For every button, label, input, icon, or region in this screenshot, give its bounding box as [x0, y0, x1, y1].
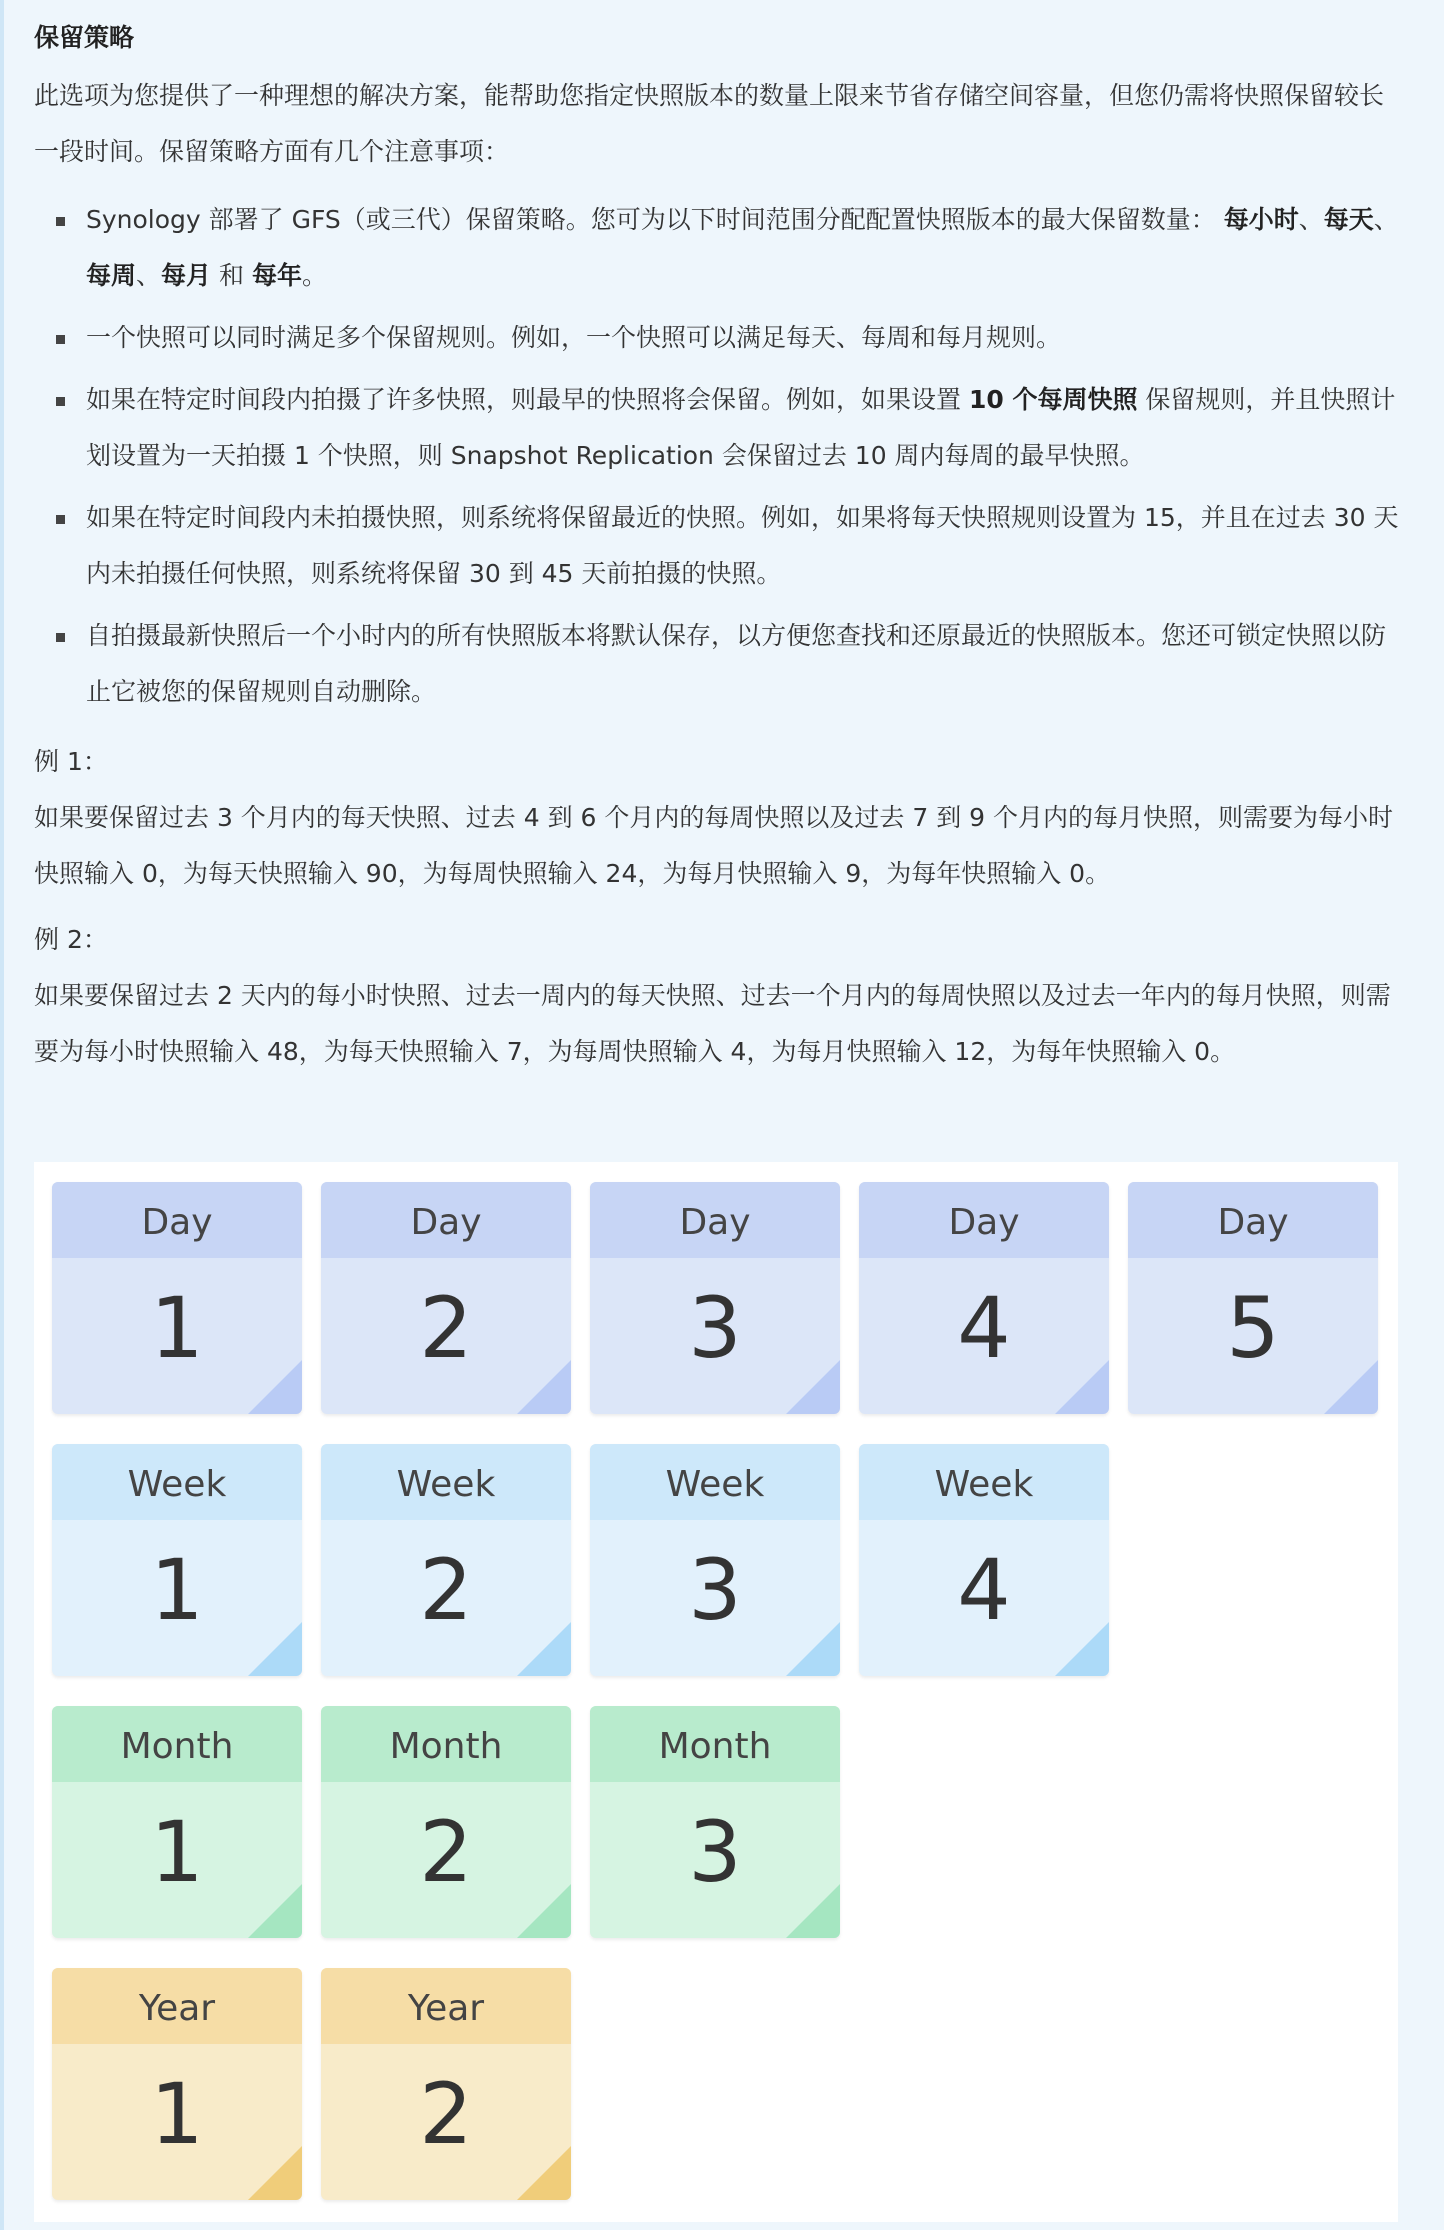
- day-note-label: Day: [321, 1182, 571, 1258]
- month-note-label: Month: [321, 1706, 571, 1782]
- list-item: 自拍摄最新快照后一个小时内的所有快照版本将默认保存，以方便您查找和还原最近的快照版本。您还可锁定快照以防止它被您的保留规则自动删除。: [34, 608, 1408, 720]
- week-note-label: Week: [859, 1444, 1109, 1520]
- day-note-number: 3: [688, 1279, 742, 1377]
- year-note-1: [52, 1968, 302, 2200]
- bullet-square-icon: [56, 217, 65, 226]
- example1-label: 例 1：: [34, 747, 108, 776]
- week-note-number: 3: [688, 1541, 742, 1639]
- week-note-label: Week: [321, 1444, 571, 1520]
- week-note-number: 2: [419, 1541, 473, 1639]
- keyword-hourly: 每小时: [1223, 205, 1299, 234]
- list-item: Synology 部署了 GFS（或三代）保留策略。您可为以下时间范围分配配置快照版本的最大保留数量： 每小时、每天、每周、每月 和 每年。: [34, 192, 1408, 304]
- example1-text: 如果要保留过去 3 个月内的每天快照、过去 4 到 6 个月内的每周快照以及过去 7 到 9 个月内的每月快照，则需要为每小时快照输入 0，为每天快照输入 90，为每周快照输入 24，为每月快照输入 9，为每年快照输入 0。: [34, 803, 1394, 888]
- week-note-number: 4: [957, 1541, 1011, 1639]
- day-note-2: [321, 1182, 571, 1414]
- page-fold-icon: [1055, 1622, 1109, 1676]
- month-note-1: [52, 1706, 302, 1938]
- day-note-label: Day: [52, 1182, 302, 1258]
- month-note-label: Month: [590, 1706, 840, 1782]
- year-note-label: Year: [321, 1968, 571, 2044]
- day-note-1: [52, 1182, 302, 1414]
- month-note-2: [321, 1706, 571, 1938]
- page-fold-icon: [1324, 1360, 1378, 1414]
- year-note-2: [321, 1968, 571, 2200]
- day-note-4: [859, 1182, 1109, 1414]
- page-fold-icon: [248, 1884, 302, 1938]
- year-note-label: Year: [52, 1968, 302, 2044]
- week-note-label: Week: [590, 1444, 840, 1520]
- notes-list: [34, 192, 1408, 720]
- section-title: 保留策略: [34, 23, 135, 52]
- keyword-daily: 每天: [1323, 205, 1374, 234]
- list-item: 一个快照可以同时满足多个保留规则。例如，一个快照可以满足每天、每周和每月规则。: [34, 310, 1408, 366]
- week-note-label: Week: [52, 1444, 302, 1520]
- day-note-label: Day: [590, 1182, 840, 1258]
- example2-text: 如果要保留过去 2 天内的每小时快照、过去一周内的每天快照、过去一个月内的每周快照以及过去一年内的每月快照，则需要为每小时快照输入 48，为每天快照输入 7，为每周快照输入 4，为每月快照输入 12，为每年快照输入 0。: [34, 981, 1391, 1066]
- bullet-square-icon: [56, 335, 65, 344]
- month-note-number: 3: [688, 1803, 742, 1901]
- week-note-4: [859, 1444, 1109, 1676]
- week-note-number: 1: [150, 1541, 204, 1639]
- month-note-number: 2: [419, 1803, 473, 1901]
- intro-paragraph: 此选项为您提供了一种理想的解决方案，能帮助您指定快照版本的数量上限来节省存储空间容量，但您仍需将快照保留较长一段时间。保留策略方面有几个注意事项：: [34, 81, 1385, 166]
- list-item: 如果在特定时间段内拍摄了许多快照，则最早的快照将会保留。例如，如果设置 10 个每周快照 保留规则，并且快照计划设置为一天拍摄 1 个快照，则 Snapshot Replication 会保留过去 10 周内每周的最早快照。: [34, 372, 1408, 484]
- bullet-square-icon: [56, 397, 65, 406]
- page-fold-icon: [1055, 1360, 1109, 1414]
- bullet-square-icon: [56, 515, 65, 524]
- page-fold-icon: [517, 1884, 571, 1938]
- example2-label: 例 2：: [34, 925, 108, 954]
- page-fold-icon: [248, 2146, 302, 2200]
- page-fold-icon: [248, 1360, 302, 1414]
- day-note-label: Day: [859, 1182, 1109, 1258]
- month-note-3: [590, 1706, 840, 1938]
- bullet-square-icon: [56, 633, 65, 642]
- list-item: 如果在特定时间段内未拍摄快照，则系统将保留最近的快照。例如，如果将每天快照规则设置为 15，并且在过去 30 天内未拍摄任何快照，则系统将保留 30 到 45 天前拍摄的快照。: [34, 490, 1408, 602]
- retention-diagram: [34, 1162, 1398, 2222]
- week-note-1: [52, 1444, 302, 1676]
- day-note-number: 5: [1226, 1279, 1280, 1377]
- keyword-monthly: 每月: [161, 261, 212, 290]
- day-note-number: 2: [419, 1279, 473, 1377]
- day-note-number: 1: [150, 1279, 204, 1377]
- day-note-number: 4: [957, 1279, 1011, 1377]
- page-fold-icon: [517, 2146, 571, 2200]
- year-note-number: 2: [419, 2065, 473, 2163]
- page-fold-icon: [786, 1622, 840, 1676]
- keyword-weekly: 每周: [86, 261, 137, 290]
- page-fold-icon: [517, 1360, 571, 1414]
- day-note-3: [590, 1182, 840, 1414]
- page-fold-icon: [517, 1622, 571, 1676]
- day-note-label: Day: [1128, 1182, 1378, 1258]
- day-note-5: [1128, 1182, 1378, 1414]
- keyword-yearly: 每年: [251, 261, 302, 290]
- keyword-10-weekly: 10 个每周快照: [968, 385, 1138, 414]
- month-note-number: 1: [150, 1803, 204, 1901]
- week-note-3: [590, 1444, 840, 1676]
- page-fold-icon: [248, 1622, 302, 1676]
- page-fold-icon: [786, 1884, 840, 1938]
- page-fold-icon: [786, 1360, 840, 1414]
- year-note-number: 1: [150, 2065, 204, 2163]
- week-note-2: [321, 1444, 571, 1676]
- month-note-label: Month: [52, 1706, 302, 1782]
